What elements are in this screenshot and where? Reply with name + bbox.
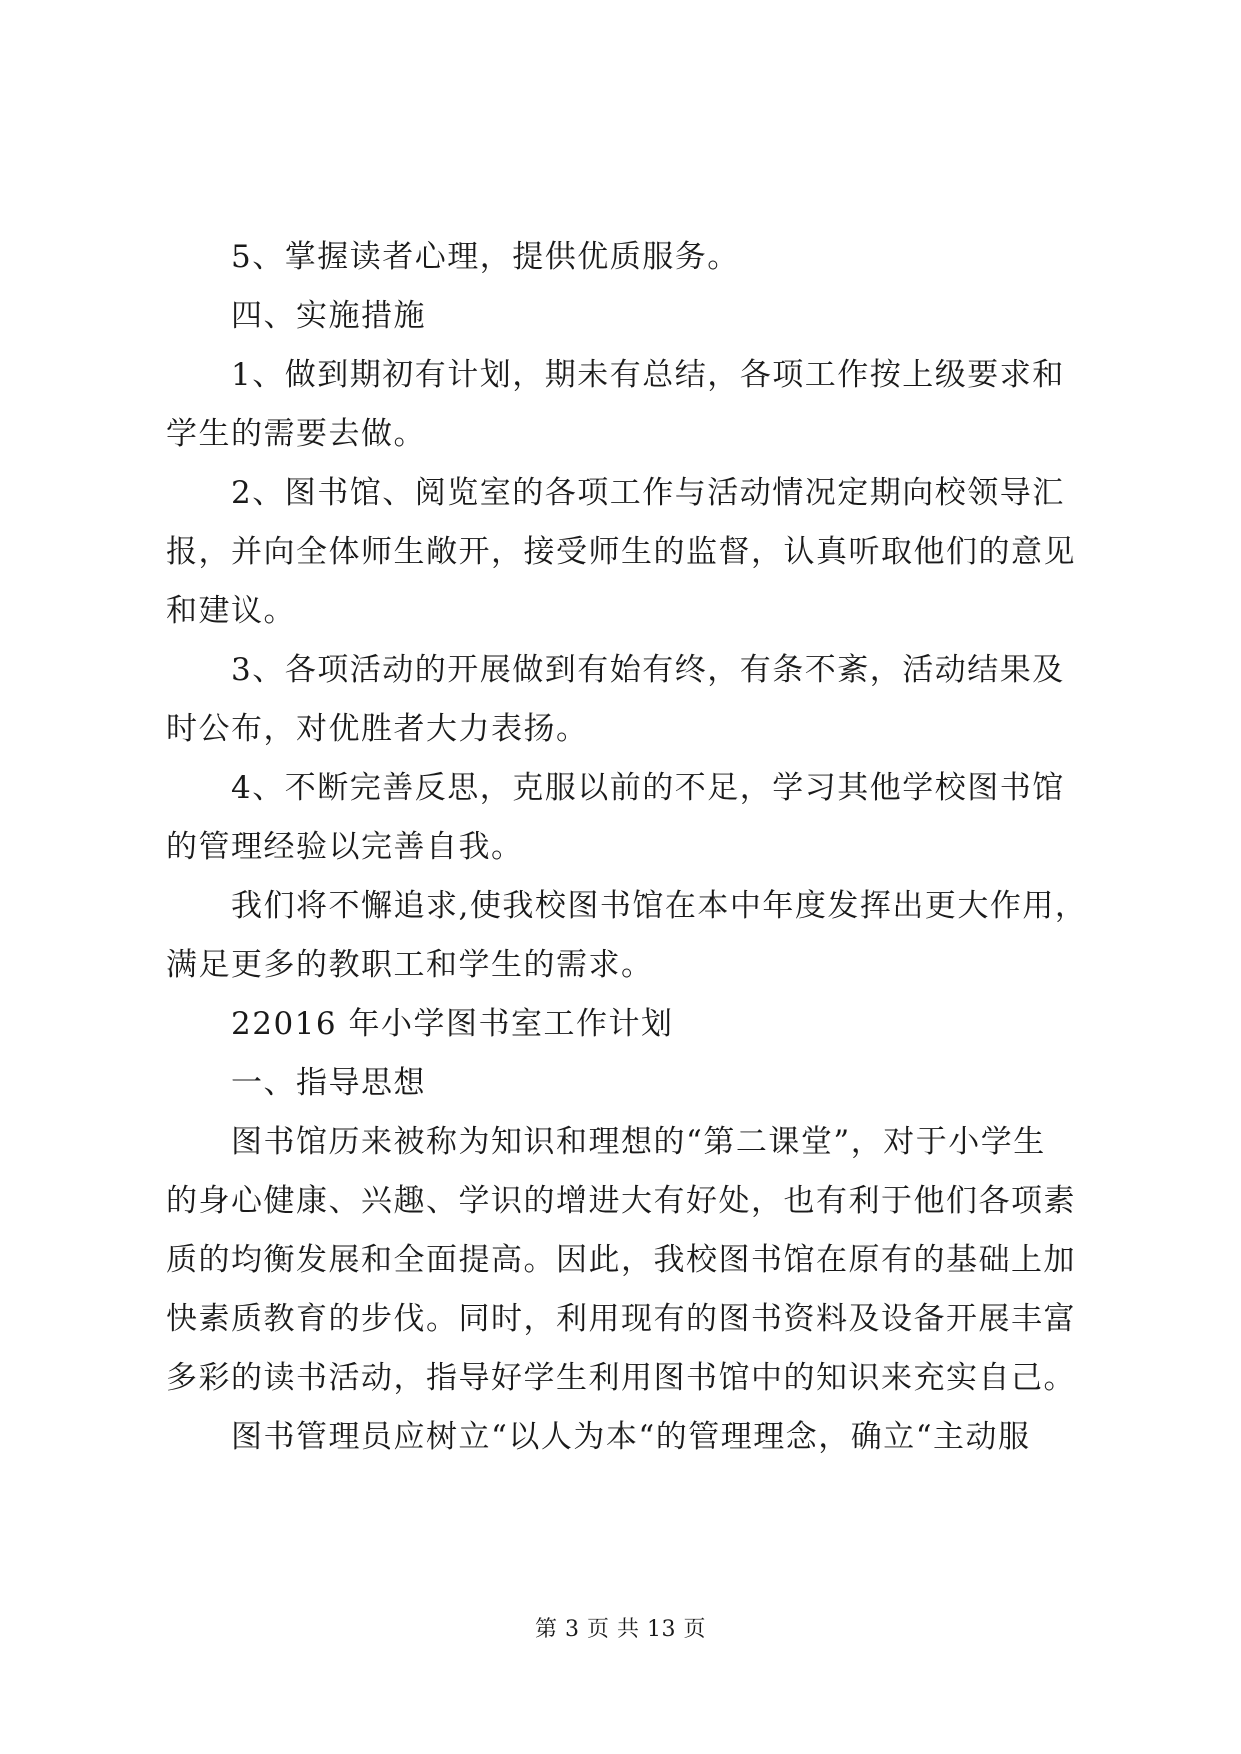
text-line: 质的均衡发展和全面提高。因此，我校图书馆在原有的基础上加 — [166, 1242, 1076, 1278]
text-line: 学生的需要去做。 — [166, 416, 426, 452]
text-line: 4、不断完善反思，克服以前的不足，学习其他学校图书馆 — [231, 770, 1065, 806]
text-line: 报，并向全体师生敞开，接受师生的监督，认真听取他们的意见 — [166, 534, 1076, 570]
section-heading: 一、指导思想 — [231, 1065, 426, 1101]
section-heading: 四、实施措施 — [231, 298, 426, 334]
text-line: 多彩的读书活动，指导好学生利用图书馆中的知识来充实自己。 — [166, 1360, 1076, 1396]
text-line: 的管理经验以完善自我。 — [166, 829, 524, 865]
text-line: 满足更多的教职工和学生的需求。 — [166, 947, 654, 983]
document-body — [166, 228, 1096, 1467]
text-line: 图书管理员应树立“以人为本“的管理理念，确立“主动服 — [231, 1419, 1031, 1455]
text-line: 时公布，对优胜者大力表扬。 — [166, 711, 589, 747]
page-number-footer: 第 3 页 共 13 页 — [535, 1617, 706, 1642]
text-line: 快素质教育的步伐。同时，利用现有的图书资料及设备开展丰富 — [166, 1301, 1076, 1337]
text-line: 和建议。 — [166, 593, 296, 629]
text-line: 2、图书馆、阅览室的各项工作与活动情况定期向校领导汇 — [231, 475, 1065, 511]
text-line: 1、做到期初有计划，期未有总结，各项工作按上级要求和 — [231, 357, 1065, 393]
text-line: 我们将不懈追求,使我校图书馆在本中年度发挥出更大作用， — [231, 888, 1088, 924]
text-line: 图书馆历来被称为知识和理想的“第二课堂”，对于小学生 — [231, 1124, 1046, 1160]
document-title: 22016 年小学图书室工作计划 — [231, 1006, 674, 1042]
text-line: 的身心健康、兴趣、学识的增进大有好处，也有利于他们各项素 — [166, 1183, 1076, 1219]
text-line: 5、掌握读者心理，提供优质服务。 — [231, 239, 740, 275]
text-line: 3、各项活动的开展做到有始有终，有条不紊，活动结果及 — [231, 652, 1065, 688]
